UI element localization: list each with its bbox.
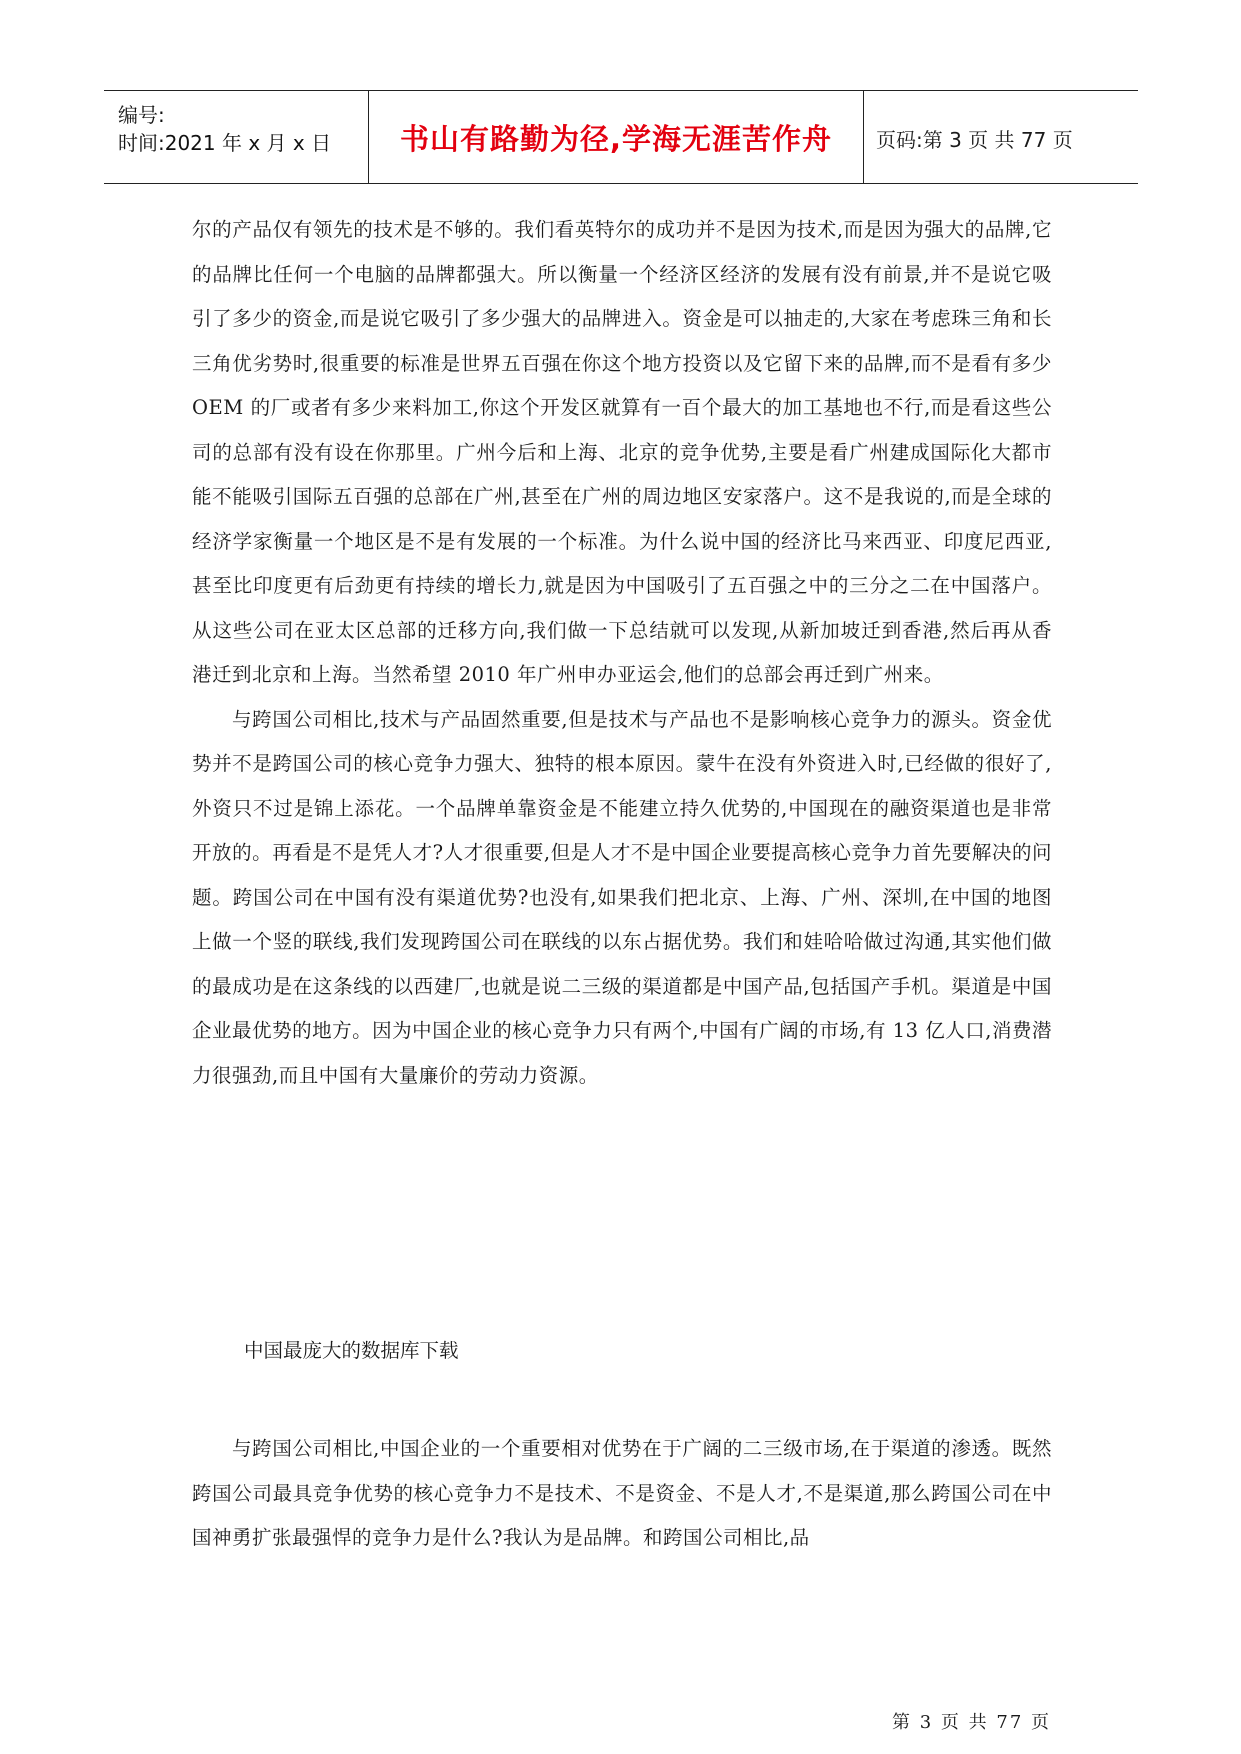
motto-text: 书山有路勤为径,学海无涯苦作舟 — [399, 122, 833, 156]
page-footer: 第 3 页 共 77 页 — [892, 1712, 1051, 1733]
page-code: 页码:第 3 页 共 77 页 — [876, 128, 1073, 152]
body-text-continued — [192, 1427, 1052, 1561]
header-page-cell — [864, 91, 1138, 183]
subheading: 中国最庞大的数据库下载 — [244, 1339, 459, 1362]
paragraph-1: 尔的产品仅有领先的技术是不够的。我们看英特尔的成功并不是因为技术,而是因为强大的品牌,它的品牌比任何一个电脑的品牌都强大。所以衡量一个经济区经济的发展有没有前景,并不是说它吸引了多少的资金,而是说它吸引了多少强大的品牌进入。资金是可以抽走的,大家在考虑珠三角和长三角优劣势时,很重要的标准是世界五百强在你这个地方投资以及它留下来的品牌,而不是看有多少 OEM 的厂或者有多少来料加工,你这个开发区就算有一百个最大的加工基地也不行,而是看这些公司的总部有没有设在你那里。广州今后和上海、北京的竞争优势,主要是看广州建成国际化大都市能不能吸引国际五百强的总部在广州,甚至在广州的周边地区安家落户。这不是我说的,而是全球的经济学家衡量一个地区是不是有发展的一个标准。为什么说中国的经济比马来西亚、印度尼西亚,甚至比印度更有后劲更有持续的增长力,就是因为中国吸引了五百强之中的三分之二在中国落户。从这些公司在亚太区总部的迁移方向,我们做一下总结就可以发现,从新加坡迁到香港,然后再从香港迁到北京和上海。当然希望 2010 年广州申办亚运会,他们的总部会再迁到广州来。 — [192, 218, 1052, 686]
body-text — [192, 208, 1052, 1098]
number-label: 编号: — [118, 103, 165, 127]
header-motto-cell — [369, 91, 864, 183]
paragraph-2: 与跨国公司相比,技术与产品固然重要,但是技术与产品也不是影响核心竞争力的源头。资金优势并不是跨国公司的核心竞争力强大、独特的根本原因。蒙牛在没有外资进入时,已经做的很好了,外资只不过是锦上添花。一个品牌单靠资金是不能建立持久优势的,中国现在的融资渠道也是非常开放的。再看是不是凭人才?人才很重要,但是人才不是中国企业要提高核心竞争力首先要解决的问题。跨国公司在中国有没有渠道优势?也没有,如果我们把北京、上海、广州、深圳,在中国的地图上做一个竖的联线,我们发现跨国公司在联线的以东占据优势。我们和娃哈哈做过沟通,其实他们做的最成功是在这条线的以西建厂,也就是说二三级的渠道都是中国产品,包括国产手机。渠道是中国企业最优势的地方。因为中国企业的核心竞争力只有两个,中国有广阔的市场,有 13 亿人口,消费潜力很强劲,而且中国有大量廉价的劳动力资源。 — [192, 707, 1052, 1087]
document-header — [104, 90, 1138, 184]
time-label: 时间:2021 年 x 月 x 日 — [118, 131, 332, 155]
paragraph-3: 与跨国公司相比,中国企业的一个重要相对优势在于广阔的二三级市场,在于渠道的渗透。既然跨国公司最具竞争优势的核心竞争力不是技术、不是资金、不是人才,不是渠道,那么跨国公司在中国神勇扩张最强悍的竞争力是什么?我认为是品牌。和跨国公司相比,品 — [192, 1437, 1052, 1549]
header-meta-cell — [104, 91, 369, 183]
